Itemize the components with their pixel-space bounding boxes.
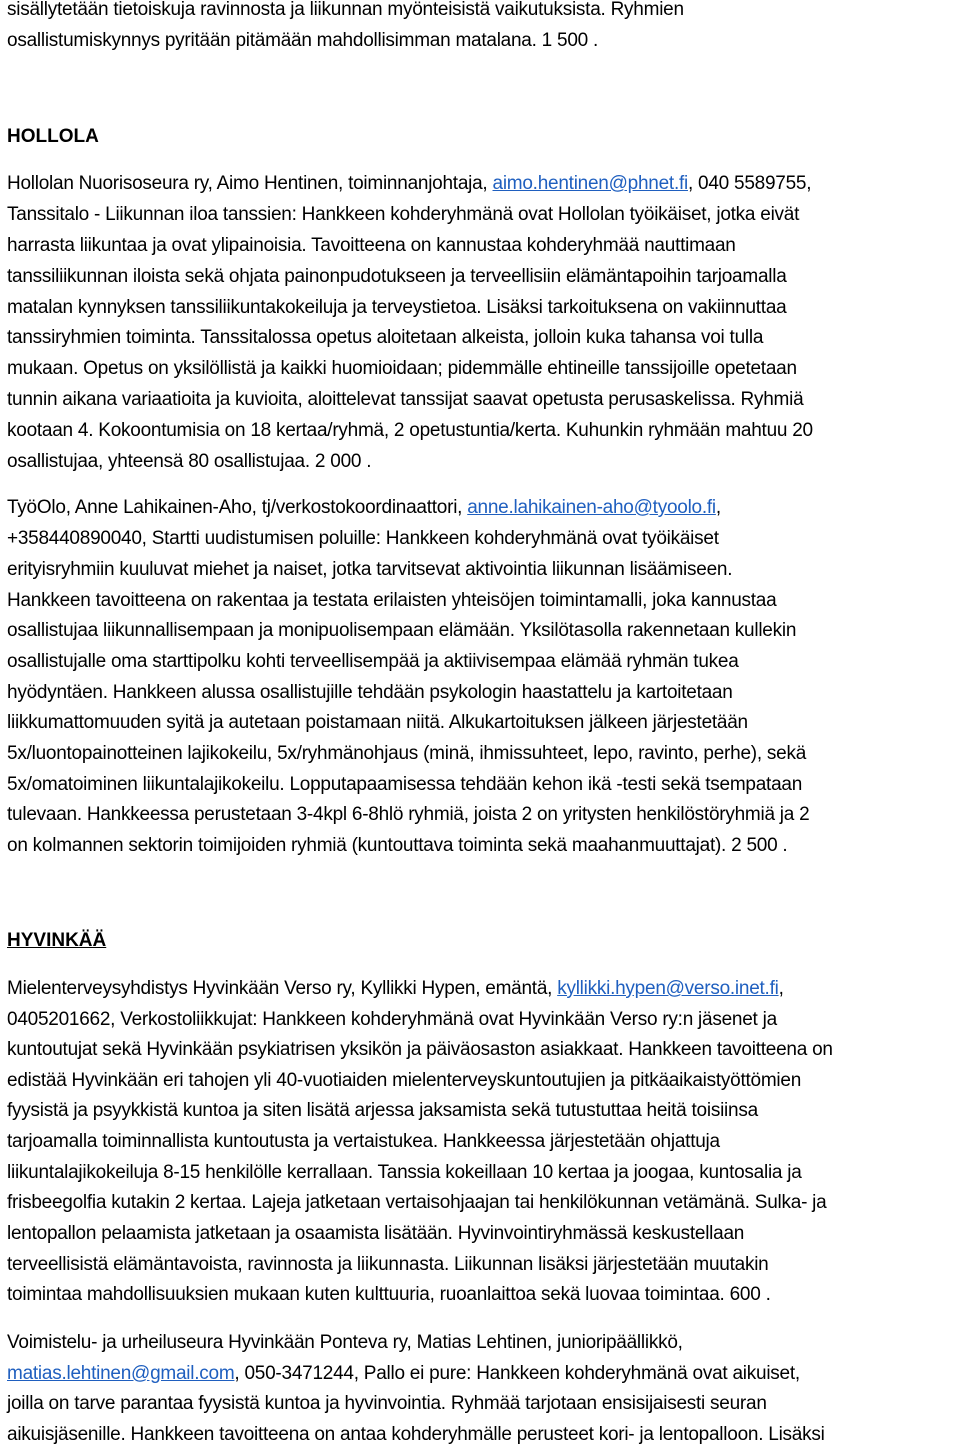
- paragraph-line: 5x/luontopainotteinen lajikokeilu, 5x/ryhmänohjaus (minä, ihmissuhteet, lepo, ravinto, perhe), sekä: [7, 743, 807, 764]
- paragraph-line: edistää Hyvinkään eri tahojen yli 40-vuotiaiden mielenterveyskuntoutujien ja pitkäaikaistyöttömien: [7, 1070, 802, 1091]
- phone-text: , 040 5589755,: [687, 173, 812, 194]
- paragraph-line: liikuntalajikokeiluja 8-15 henkilölle kerrallaan. Tanssia kokeillaan 10 kertaa ja joogaa, kuntosalia ja: [7, 1162, 802, 1183]
- phone-and-project-text: , 050-3471244, Pallo ei pure: Hankkeen kohderyhmänä ovat aikuiset,: [234, 1363, 800, 1384]
- paragraph-line: Voimistelu- ja urheiluseura Hyvinkään Ponteva ry, Matias Lehtinen, junioripäällikkö,: [7, 1332, 683, 1353]
- paragraph-line: Hankkeen tavoitteena on rakentaa ja testata erilaisten yhteisöjen toimintamalli, joka kannustaa: [7, 590, 777, 611]
- separator-text: ,: [715, 497, 721, 518]
- hyvinkaa-entry2-email-line: [7, 1362, 800, 1386]
- email-link[interactable]: matias.lehtinen@gmail.com: [7, 1363, 235, 1384]
- paragraph-line: 0405201662, Verkostoliikkujat: Hankkeen kohderyhmänä ovat Hyvinkään Verso ry:n jäsenet ja: [7, 1009, 777, 1030]
- paragraph-line: +358440890040, Startti uudistumisen poluille: Hankkeen kohderyhmänä ovat työikäiset: [7, 528, 719, 549]
- paragraph-line: liikkumattomuuden syitä ja autetaan poistamaan niitä. Alkukartoituksen jälkeen järjestetään: [7, 712, 748, 733]
- paragraph-line: toimintaa mahdollisuuksien mukaan kuten kulttuuria, ruoanlaittoa sekä luovaa toimintaa. 600 .: [7, 1284, 771, 1305]
- org-contact-text: Mielenterveysyhdistys Hyvinkään Verso ry, Kyllikki Hypen, emäntä,: [7, 978, 558, 999]
- hollola-entry1-first-line: [7, 172, 811, 196]
- paragraph-line: fyysistä ja psyykkistä kuntoa ja siten lisätä arjessa jaksamista sekä tutustuttaa heitä toisiinsa: [7, 1100, 758, 1121]
- org-contact-text: TyöOlo, Anne Lahikainen-Aho, tj/verkostokoordinaattori,: [7, 497, 468, 518]
- org-contact-text: Hollolan Nuorisoseura ry, Aimo Hentinen, toiminnanjohtaja,: [7, 173, 493, 194]
- paragraph-line: osallistujaa liikunnallisempaan ja monipuolisempaan elämään. Yksilötasolla rakennetaan kullekin: [7, 620, 797, 641]
- email-link[interactable]: kyllikki.hypen@verso.inet.fi: [557, 978, 779, 999]
- paragraph-line: tanssiliikunnan iloista sekä ohjata painonpudotukseen ja terveellisiin elämäntapoihin tarjoamalla: [7, 266, 787, 287]
- paragraph-line: osallistujaa, yhteensä 80 osallistujaa. 2 000 .: [7, 451, 372, 472]
- paragraph-line: tarjoamalla toiminnallista kuntoutusta ja vertaistukea. Hankkeessa järjestetään ohjattuja: [7, 1131, 720, 1152]
- paragraph-line: matalan kynnyksen tanssiliikuntakokeiluja ja terveystietoa. Lisäksi tarkoituksena on vakiinnuttaa: [7, 297, 787, 318]
- hyvinkaa-entry1-first-line: [7, 977, 784, 1001]
- email-link[interactable]: aimo.hentinen@phnet.fi: [492, 173, 688, 194]
- section-heading-hollola: HOLLOLA: [7, 126, 99, 147]
- paragraph-line: joilla on tarve parantaa fyysistä kuntoa ja hyvinvointia. Ryhmää tarjotaan ensisijaisesti seuran: [7, 1393, 767, 1414]
- paragraph-line: aikuisjäsenille. Hankkeen tavoitteena on antaa kohderyhmälle perusteet kori- ja lentopalloon. Lisäksi: [7, 1424, 825, 1445]
- paragraph-line: kuntoutujat sekä Hyvinkään psykiatrisen yksikön ja päiväosaston asiakkaat. Hankkeen tavoitteena on: [7, 1039, 833, 1060]
- paragraph-line: erityisryhmiin kuuluvat miehet ja naiset, jotka tarvitsevat aktivointia liikunnan lisäämiseen.: [7, 559, 733, 580]
- paragraph-line: harrasta liikuntaa ja ovat ylipainoisia. Tavoitteena on kannustaa kohderyhmää nauttimaan: [7, 235, 736, 256]
- paragraph-line: terveellisistä elämäntavoista, ravinnosta ja liikunnasta. Liikunnan lisäksi järjestetään muutakin: [7, 1254, 769, 1275]
- section-heading-hyvinkaa: HYVINKÄÄ: [7, 930, 107, 951]
- paragraph-line: Tanssitalo - Liikunnan iloa tanssien: Hankkeen kohderyhmänä ovat Hollolan työikäiset, jotka eivät: [7, 204, 800, 225]
- paragraph-line: on kolmannen sektorin toimijoiden ryhmiä (kuntouttava toiminta sekä maahanmuuttajat). 2 500 .: [7, 835, 788, 856]
- paragraph-line: lentopallon pelaamista jatketaan ja osaamista lisätään. Hyvinvointiryhmässä keskustellaan: [7, 1223, 745, 1244]
- paragraph-line: tulevaan. Hankkeessa perustetaan 3-4kpl 6-8hlö ryhmiä, joista 2 on yritysten henkilöstöryhmiä ja 2: [7, 804, 810, 825]
- paragraph-line: mukaan. Opetus on yksilöllistä ja kaikki huomioidaan; pidemmälle ehtineille tanssijoille opetetaan: [7, 358, 797, 379]
- paragraph-line: frisbeegolfia kutakin 2 kertaa. Lajeja jatketaan vertaisohjaajan tai henkilökunnan vetämänä. Sulka- ja: [7, 1192, 827, 1213]
- paragraph-line: osallistujalle oma starttipolku kohti terveellisempää ja aktiivisempaa elämää ryhmän tukea: [7, 651, 739, 672]
- paragraph-line: hyödyntäen. Hankkeen alussa osallistujille tehdään psykologin haastattelu ja kartoitetaan: [7, 682, 733, 703]
- paragraph-line: kootaan 4. Kokoontumisia on 18 kertaa/ryhmä, 2 opetustuntia/kerta. Kuhunkin ryhmään mahtuu 20: [7, 420, 813, 441]
- paragraph-line: 5x/omatoiminen liikuntalajikokeilu. Lopputapaamisessa tehdään kehon ikä -testi sekä tsempataan: [7, 774, 803, 795]
- intro-line-1: sisällytetään tietoiskuja ravinnosta ja liikunnan myönteisistä vaikutuksista. Ryhmien: [7, 0, 684, 20]
- intro-line-2: osallistumiskynnys pyritään pitämään mahdollisimman matalana. 1 500 .: [7, 30, 599, 51]
- hollola-entry2-first-line: [7, 496, 721, 520]
- separator-text: ,: [778, 978, 784, 999]
- email-link[interactable]: anne.lahikainen-aho@tyoolo.fi: [467, 497, 716, 518]
- paragraph-line: tanssiryhmien toiminta. Tanssitalossa opetus aloitetaan alkeista, jolloin kuka tahansa voi tulla: [7, 327, 764, 348]
- paragraph-line: tunnin aikana variaatioita ja kuvioita, aloittelevat tanssijat saavat opetusta perusaskelissa. Ryhmiä: [7, 389, 804, 410]
